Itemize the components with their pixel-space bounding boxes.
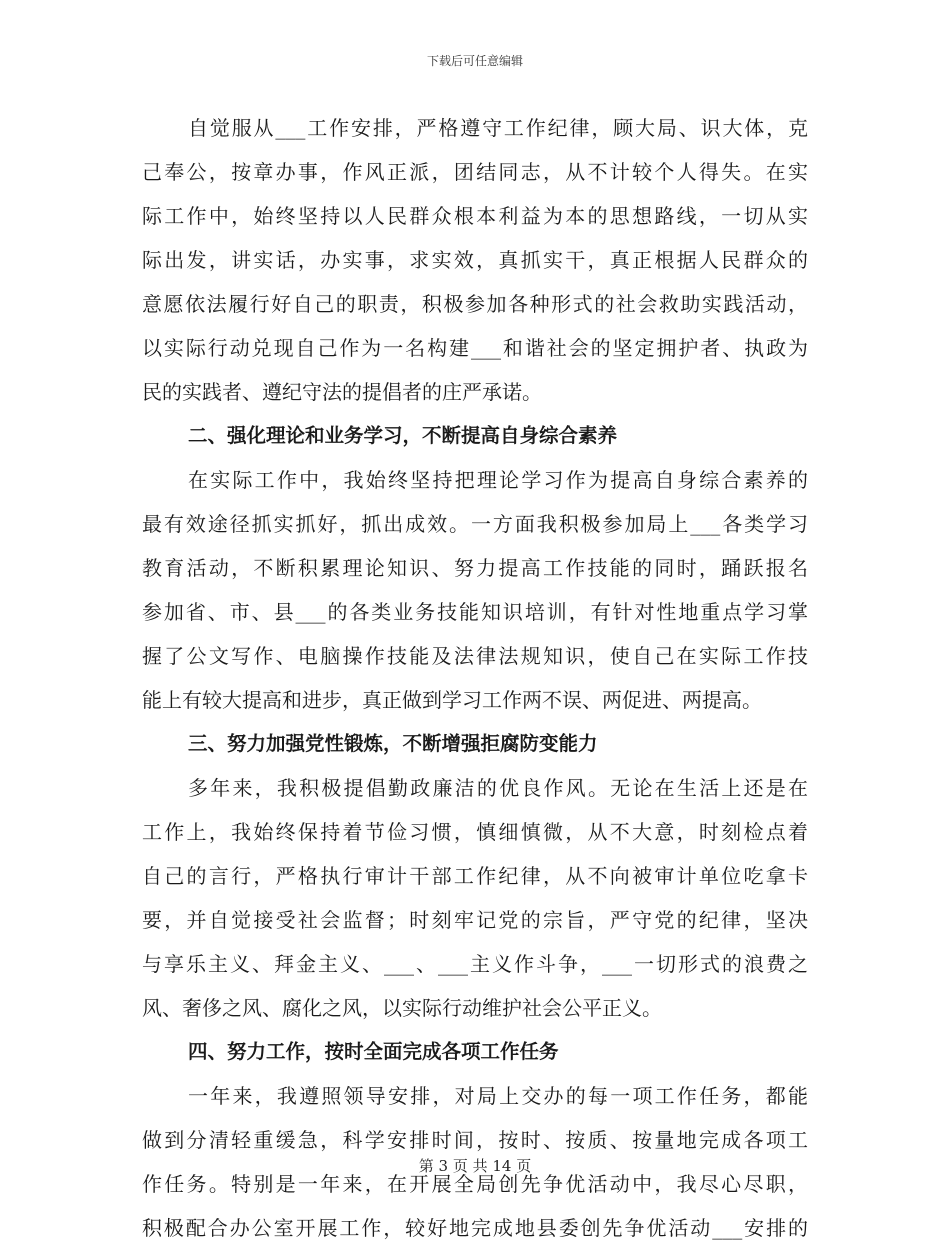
text-line: 己奉公，按章办事，作风正派，团结同志，从不计较个人得失。在实 <box>142 160 808 184</box>
text-line: 与享乐主义、拜金主义、___、___主义作斗争，___一切形式的浪费之 <box>142 952 808 976</box>
paragraph <box>142 766 808 1030</box>
text-line: 意愿依法履行好自己的职责，积极参加各种形式的社会救助实践活动， <box>142 292 808 316</box>
text-line: 一年来，我遵照领导安排，对局上交办的每一项工作任务，都能 <box>188 1084 808 1108</box>
section-heading: 三、努力加强党性锻炼，不断增强拒腐防变能力 <box>188 732 598 755</box>
text-line: 际工作中，始终坚持以人民群众根本利益为本的思想路线，一切从实 <box>142 204 808 228</box>
text-line: 握了公文写作、电脑操作技能及法律法规知识，使自己在实际工作技 <box>142 644 808 668</box>
page-number: 第 3 页 共 14 页 <box>418 1157 532 1175</box>
text-line: 自己的言行，严格执行审计干部工作纪律，从不向被审计单位吃拿卡 <box>142 864 808 888</box>
text-line: 多年来，我积极提倡勤政廉洁的优良作风。无论在生活上还是在 <box>188 776 808 800</box>
section-heading: 四、努力工作，按时全面完成各项工作任务 <box>188 1040 559 1063</box>
document-body <box>142 106 808 1250</box>
text-line: 以实际行动兑现自己作为一名构建___和谐社会的坚定拥护者、执政为 <box>142 336 808 360</box>
text-line: 民的实践者、遵纪守法的提倡者的庄严承诺。 <box>142 380 542 404</box>
section-heading: 二、强化理论和业务学习，不断提高自身综合素养 <box>188 424 618 447</box>
text-line: 积极配合办公室开展工作，较好地完成地县委创先争优活动___安排的 <box>142 1216 808 1240</box>
text-line: 做到分清轻重缓急，科学安排时间，按时、按质、按量地完成各项工 <box>142 1128 808 1152</box>
text-line: 在实际工作中，我始终坚持把理论学习作为提高自身综合素养的 <box>188 468 808 492</box>
text-line: 际出发，讲实话，办实事，求实效，真抓实干，真正根据人民群众的 <box>142 248 808 272</box>
text-line: 自觉服从___工作安排，严格遵守工作纪律，顾大局、识大体，克 <box>188 116 808 140</box>
text-line: 教育活动，不断积累理论知识、努力提高工作技能的同时，踊跃报名 <box>142 556 808 580</box>
text-line: 参加省、市、县___的各类业务技能知识培训，有针对性地重点学习掌 <box>142 600 808 624</box>
paragraph <box>142 458 808 722</box>
text-line: 要，并自觉接受社会监督；时刻牢记党的宗旨，严守党的纪律，坚决 <box>142 908 808 932</box>
page-header-note: 下载后可任意编辑 <box>426 54 523 68</box>
text-line: 风、奢侈之风、腐化之风，以实际行动维护社会公平正义。 <box>142 996 662 1020</box>
text-line: 作任务。特别是一年来，在开展全局创先争优活动中，我尽心尽职， <box>142 1172 808 1196</box>
text-line: 最有效途径抓实抓好，抓出成效。一方面我积极参加局上___各类学习 <box>142 512 808 536</box>
text-line: 能上有较大提高和进步，真正做到学习工作两不误、两促进、两提高。 <box>142 688 762 712</box>
paragraph <box>142 106 808 414</box>
text-line: 工作上，我始终保持着节俭习惯，慎细慎微，从不大意，时刻检点着 <box>142 820 808 844</box>
